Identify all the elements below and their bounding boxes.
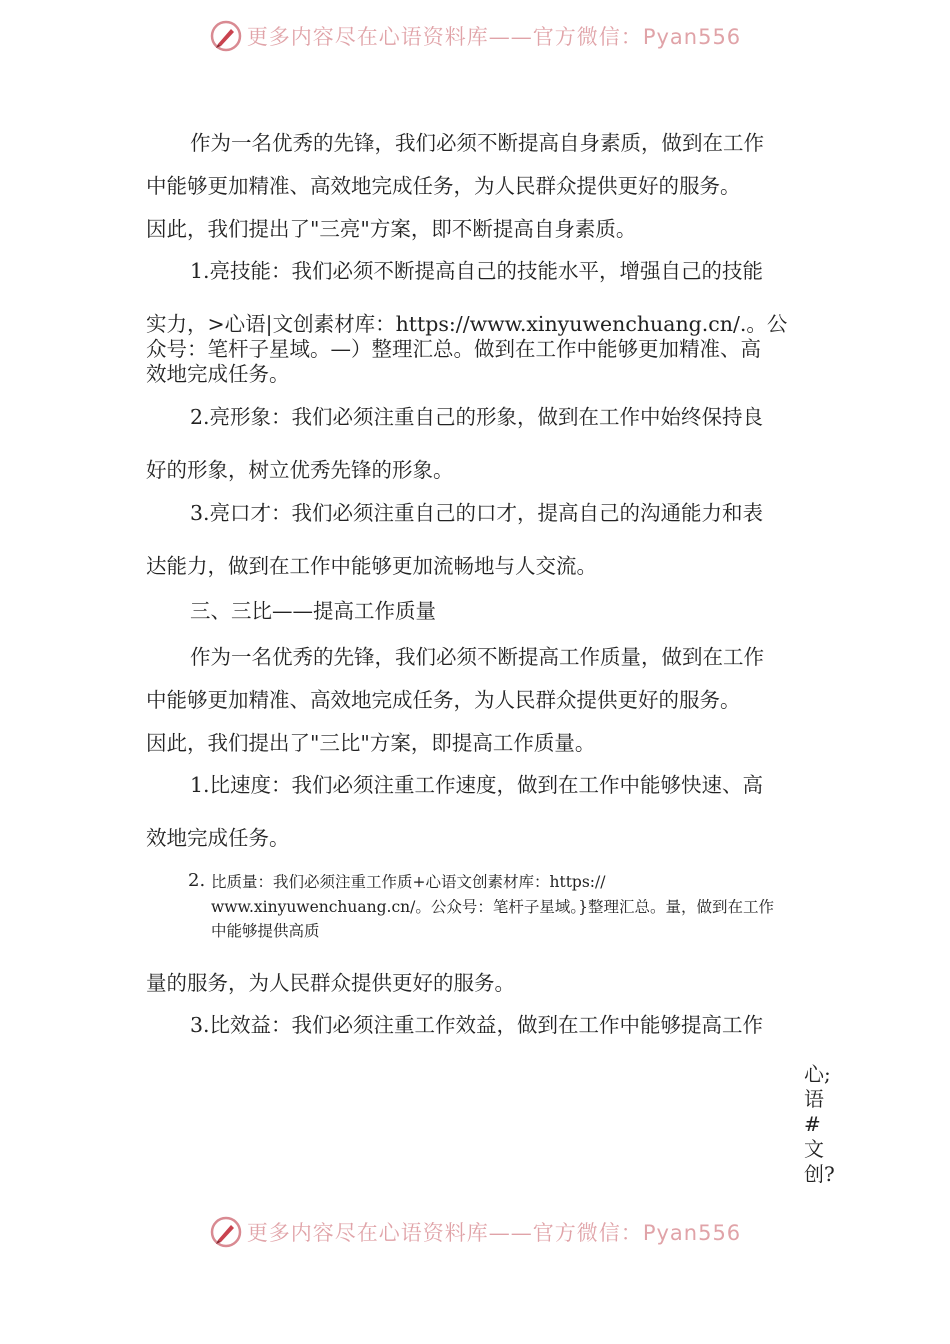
body-line: 因此，我们提出了"三比"方案，即提高工作质量。 bbox=[146, 731, 596, 755]
list-item-line: 1.亮技能：我们必须不断提高自己的技能水平，增强自己的技能 bbox=[190, 259, 764, 283]
body-line: 作为一名优秀的先锋，我们必须不断提高工作质量，做到在工作 bbox=[190, 645, 764, 669]
vertical-char: 创? bbox=[804, 1162, 835, 1186]
banner-text: 更多内容尽在心语资料库——官方微信：Pyan556 bbox=[246, 25, 742, 49]
pen-logo-icon bbox=[209, 1215, 243, 1249]
list-item-line: 好的形象，树立优秀先锋的形象。 bbox=[146, 458, 454, 482]
list-item-line: 中能够提供高质 bbox=[211, 922, 320, 940]
list-item-line: 比质量：我们必须注重工作质+心语文创素材库：https:// bbox=[211, 873, 606, 891]
list-item-line: 3.亮口才：我们必须注重自己的口才，提高自己的沟通能力和表 bbox=[190, 501, 764, 525]
banner-text: 更多内容尽在心语资料库——官方微信：Pyan556 bbox=[246, 1221, 742, 1245]
list-item-line: 效地完成任务。 bbox=[146, 826, 290, 850]
list-item-line: 量的服务，为人民群众提供更好的服务。 bbox=[146, 971, 515, 995]
header-watermark-banner bbox=[0, 16, 950, 56]
list-item-line: 实力，>心语|文创素材库：https://www.xinyuwenchuang.cn/.。公 bbox=[146, 312, 788, 336]
list-item-line: 效地完成任务。 bbox=[146, 362, 290, 386]
vertical-text bbox=[804, 1062, 835, 1187]
vertical-char: 心; bbox=[804, 1062, 831, 1086]
body-line: 中能够更加精准、高效地完成任务，为人民群众提供更好的服务。 bbox=[146, 174, 741, 198]
section-heading: 三、三比——提高工作质量 bbox=[190, 599, 436, 623]
list-item-number: 2. bbox=[188, 870, 206, 891]
list-item-line: 1.比速度：我们必须注重工作速度，做到在工作中能够快速、高 bbox=[190, 773, 764, 797]
list-item-line: 达能力，做到在工作中能够更加流畅地与人交流。 bbox=[146, 554, 597, 578]
body-line: 因此，我们提出了"三亮"方案，即不断提高自身素质。 bbox=[146, 217, 637, 241]
body-line: 作为一名优秀的先锋，我们必须不断提高自身素质，做到在工作 bbox=[190, 131, 764, 155]
vertical-char: 语 bbox=[804, 1087, 824, 1111]
vertical-char: # bbox=[804, 1112, 821, 1136]
pen-logo-icon bbox=[209, 19, 243, 53]
list-item-line: 众号：笔杆子星域。—）整理汇总。做到在工作中能够更加精准、高 bbox=[146, 337, 761, 361]
vertical-char: 文 bbox=[804, 1137, 824, 1161]
list-item-line: 2.亮形象：我们必须注重自己的形象，做到在工作中始终保持良 bbox=[190, 405, 764, 429]
body-line: 中能够更加精准、高效地完成任务，为人民群众提供更好的服务。 bbox=[146, 688, 741, 712]
list-item-line: www.xinyuwenchuang.cn/。公众号：笔杆子星域。}整理汇总。量，做到在工作 bbox=[211, 898, 774, 916]
list-item-line: 3.比效益：我们必须注重工作效益，做到在工作中能够提高工作 bbox=[190, 1013, 764, 1037]
footer-watermark-banner bbox=[0, 1212, 950, 1252]
